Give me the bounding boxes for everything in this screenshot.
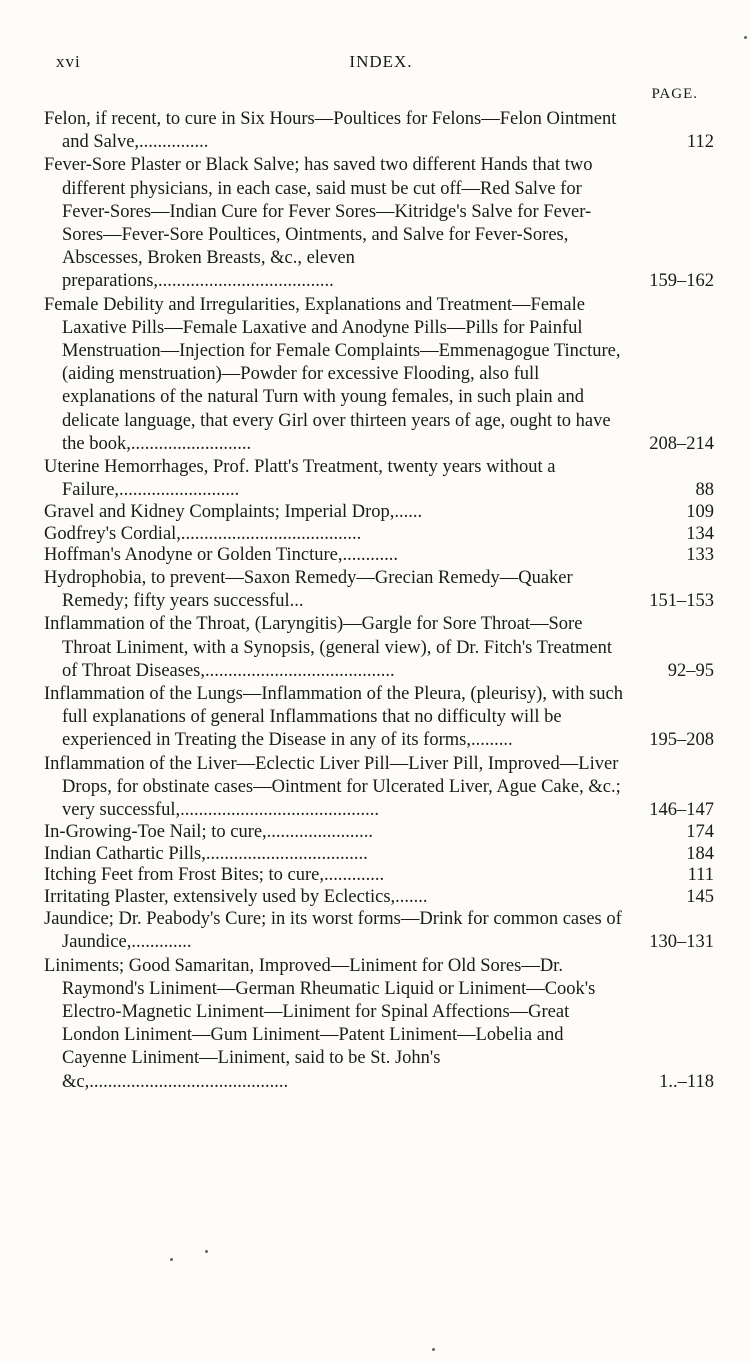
entry-page: 134 [686, 523, 714, 544]
entry-text: In-Growing-Toe Nail; to cure,....................... [44, 822, 374, 843]
entry-page: 1..–118 [659, 1071, 714, 1092]
entry-text: Hoffman's Anodyne or Golden Tincture,............ [44, 545, 398, 566]
index-entry [44, 865, 714, 887]
entry-text: Gravel and Kidney Complaints; Imperial Drop,...... [44, 502, 423, 523]
index-entry [44, 753, 714, 823]
ink-speck [744, 36, 747, 39]
entry-text: Itching Feet from Frost Bites; to cure,............. [44, 865, 385, 886]
entry-page: 208–214 [649, 433, 714, 454]
entry-text: Inflammation of the Throat, (Laryngitis)—Gargle for Sore Throat—Sore Throat Liniment, with a Synopsis, (general view), of Dr. Fitch's Treatment of Throat Diseases,......................................... [44, 614, 613, 681]
entry-page: 195–208 [649, 730, 714, 751]
entry-page: 88 [695, 480, 714, 501]
entry-text: Felon, if recent, to cure in Six Hours—Poultices for Felons—Felon Ointment and Salve,............... [44, 109, 617, 153]
entry-page: 159–162 [649, 271, 714, 292]
ink-speck [205, 1250, 208, 1253]
index-entry [44, 822, 714, 844]
entry-page: 109 [686, 502, 714, 523]
entry-text: Irritating Plaster, extensively used by Eclectics,....... [44, 886, 428, 907]
entry-page: 133 [686, 545, 714, 566]
entry-page: 130–131 [649, 932, 714, 953]
index-entry-list [44, 108, 714, 1094]
entry-page: 146–147 [649, 799, 714, 820]
entry-text: Female Debility and Irregularities, Explanations and Treatment—Female Laxative Pills—Female Laxative and Anodyne Pills—Pills for Painful Menstruation—Injection for Female Complaints—Emmenagogue Tincture, (aiding menstruation)—Powder for excessive Flooding, also full explanations of the natural Turn with young females, in such plain and delicate language, that every Girl over thirteen years of age, ought to have the book,.......................... [44, 294, 621, 454]
ink-speck [170, 1258, 173, 1261]
index-entry [44, 844, 714, 866]
entry-page: 92–95 [667, 660, 714, 681]
index-entry [44, 955, 714, 1094]
index-entry [44, 887, 714, 909]
entry-text: Godfrey's Cordial,....................................... [44, 523, 362, 544]
page-folio: xvi [56, 52, 81, 71]
index-entry [44, 567, 714, 613]
entry-page: 111 [687, 865, 714, 886]
entry-text: Fever-Sore Plaster or Black Salve; has saved two different Hands that two different physicians, in each case, said must be cut off—Red Salve for Fever-Sores—Indian Cure for Fever Sores—Kitridge's Salve for Fever-Sores—Fever-Sore Poultices, Ointments, and Salve for Fever-Sores, Abscesses, Broken Breasts, &c., eleven preparations,...................................... [44, 155, 593, 292]
entry-page: 174 [686, 822, 714, 843]
entry-text: Indian Cathartic Pills,................................... [44, 843, 368, 864]
entry-text: Liniments; Good Samaritan, Improved—Liniment for Old Sores—Dr. Raymond's Liniment—German Rheumatic Liquid or Liniment—Cook's Electro-Magnetic Liniment—Liniment for Spinal Affections—Great London Liniment—Gum Liniment—Patent Liniment—Lobelia and Cayenne Liniment—Liniment, said to be St. John's &c,........................................... [44, 955, 596, 1092]
entry-text: Jaundice; Dr. Peabody's Cure; in its worst forms—Drink for common cases of Jaundice,............. [44, 909, 622, 953]
index-entry [44, 908, 714, 954]
index-entry [44, 456, 714, 502]
page-title: INDEX. [349, 52, 413, 71]
index-entry [44, 108, 714, 154]
index-entry [44, 524, 714, 546]
entry-page: 112 [686, 132, 714, 153]
running-head [56, 52, 706, 76]
entry-page: 184 [686, 843, 714, 864]
entry-page: 151–153 [649, 591, 714, 612]
entry-text: Uterine Hemorrhages, Prof. Platt's Treatment, twenty years without a Failure,.......................... [44, 457, 556, 501]
index-entry [44, 683, 714, 753]
ink-speck [432, 1348, 435, 1351]
index-entry [44, 294, 714, 456]
page-column-label: PAGE. [651, 86, 698, 102]
entry-text: Inflammation of the Lungs—Inflammation of the Pleura, (pleurisy), with such full explanations of general Inflammations that no difficulty will be experienced in Treating the Disease in any of its forms,......... [44, 683, 624, 751]
index-entry [44, 502, 714, 524]
index-entry [44, 545, 714, 567]
entry-text: Hydrophobia, to prevent—Saxon Remedy—Grecian Remedy—Quaker Remedy; fifty years successful... [44, 567, 573, 612]
entry-text: Inflammation of the Liver—Eclectic Liver Pill—Liver Pill, Improved—Liver Drops, for obstinate cases—Ointment for Ulcerated Liver, Ague Cake, &c.; very successful,........................................... [44, 753, 621, 820]
index-entry [44, 613, 714, 683]
index-entry [44, 154, 714, 293]
entry-page: 145 [686, 886, 714, 907]
